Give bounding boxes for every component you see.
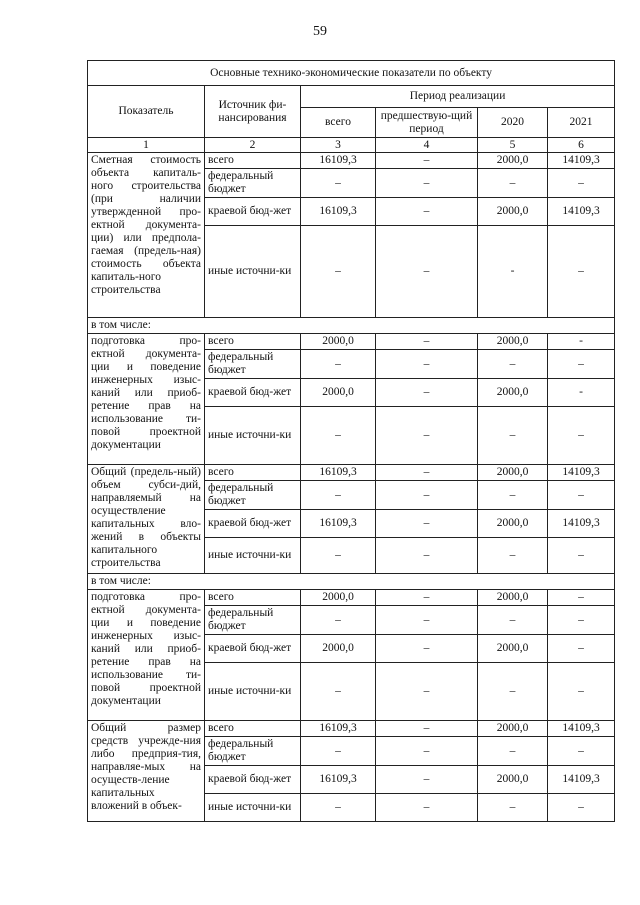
value-total: 16109,3 xyxy=(301,721,376,737)
value-2021: - xyxy=(548,379,615,407)
source-cell: федеральный бюджет xyxy=(205,350,301,379)
value-2020: – xyxy=(478,794,548,822)
value-2020: – xyxy=(478,737,548,766)
indicator-cell: подготовка про-ектной документа-ции и поведение инженерных изыс-каний или приоб-ретение прав на использование ти-повой проектной документации xyxy=(88,590,205,721)
value-2021: 14109,3 xyxy=(548,465,615,481)
value-2020: 2000,0 xyxy=(478,590,548,606)
value-previous: – xyxy=(376,153,478,169)
value-previous: – xyxy=(376,350,478,379)
value-previous: – xyxy=(376,766,478,794)
value-2020: 2000,0 xyxy=(478,198,548,226)
source-cell: федеральный бюджет xyxy=(205,737,301,766)
source-cell: всего xyxy=(205,590,301,606)
section-label: в том числе: xyxy=(88,574,615,590)
value-2020: – xyxy=(478,481,548,510)
value-total: 2000,0 xyxy=(301,334,376,350)
column-number: 3 xyxy=(301,138,376,153)
source-cell: федеральный бюджет xyxy=(205,606,301,635)
header-period: Период реализации xyxy=(301,86,615,108)
value-2020: 2000,0 xyxy=(478,379,548,407)
indicators-table xyxy=(87,60,615,822)
value-previous: – xyxy=(376,481,478,510)
value-previous: – xyxy=(376,721,478,737)
source-cell: иные источни-ки xyxy=(205,538,301,574)
value-total: 16109,3 xyxy=(301,465,376,481)
value-previous: – xyxy=(376,606,478,635)
value-total: 16109,3 xyxy=(301,153,376,169)
value-2020: 2000,0 xyxy=(478,153,548,169)
value-2021: 14109,3 xyxy=(548,510,615,538)
header-source: Источник фи-нансирования xyxy=(205,86,301,138)
source-cell: федеральный бюджет xyxy=(205,481,301,510)
source-cell: иные источни-ки xyxy=(205,663,301,721)
value-2020: 2000,0 xyxy=(478,766,548,794)
indicator-cell: Общий размер средств учрежде-ния либо предприя-тия, направляе-мых на осуществ-ление капитальных вложений в объек- xyxy=(88,721,205,822)
value-previous: – xyxy=(376,379,478,407)
value-2021: – xyxy=(548,606,615,635)
header-total: всего xyxy=(301,108,376,138)
column-number: 4 xyxy=(376,138,478,153)
value-total: 16109,3 xyxy=(301,766,376,794)
value-2021: – xyxy=(548,663,615,721)
value-previous: – xyxy=(376,635,478,663)
value-total: 16109,3 xyxy=(301,198,376,226)
source-cell: федеральный бюджет xyxy=(205,169,301,198)
value-2020: – xyxy=(478,538,548,574)
value-2021: – xyxy=(548,794,615,822)
value-total: – xyxy=(301,737,376,766)
value-2021: – xyxy=(548,481,615,510)
table-row xyxy=(88,721,615,737)
value-previous: – xyxy=(376,226,478,318)
value-2020: – xyxy=(478,606,548,635)
source-cell: всего xyxy=(205,153,301,169)
column-number: 1 xyxy=(88,138,205,153)
source-cell: иные источни-ки xyxy=(205,226,301,318)
indicator-cell: Сметная стоимость объекта капиталь-ного строительства (при наличии утвержденной про-ектной документа-ции) или предпола-гаемая (предель-ная) стоимость объекта капиталь-ного строительства xyxy=(88,153,205,318)
value-previous: – xyxy=(376,169,478,198)
value-total: 16109,3 xyxy=(301,510,376,538)
value-2021: 14109,3 xyxy=(548,766,615,794)
value-2021: – xyxy=(548,635,615,663)
value-2020: 2000,0 xyxy=(478,334,548,350)
indicator-cell: подготовка про-ектной документа-ции и поведение инженерных изыс-каний или приоб-ретение прав на использование ти-повой проектной документации xyxy=(88,334,205,465)
table-row xyxy=(88,334,615,350)
value-previous: – xyxy=(376,334,478,350)
value-2021: – xyxy=(548,350,615,379)
value-previous: – xyxy=(376,465,478,481)
value-2021: – xyxy=(548,590,615,606)
value-2021: 14109,3 xyxy=(548,153,615,169)
source-cell: всего xyxy=(205,721,301,737)
value-previous: – xyxy=(376,737,478,766)
column-number: 6 xyxy=(548,138,615,153)
column-number: 2 xyxy=(205,138,301,153)
value-2020: – xyxy=(478,663,548,721)
value-2021: – xyxy=(548,538,615,574)
section-label: в том числе: xyxy=(88,318,615,334)
value-2020: – xyxy=(478,350,548,379)
value-previous: – xyxy=(376,794,478,822)
table-row xyxy=(88,153,615,169)
value-2021: - xyxy=(548,334,615,350)
header-previous: предшествую-щий период xyxy=(376,108,478,138)
value-total: – xyxy=(301,407,376,465)
source-cell: иные источни-ки xyxy=(205,407,301,465)
value-total: – xyxy=(301,606,376,635)
value-2021: 14109,3 xyxy=(548,198,615,226)
value-previous: – xyxy=(376,663,478,721)
value-total: – xyxy=(301,794,376,822)
value-total: – xyxy=(301,169,376,198)
value-previous: – xyxy=(376,407,478,465)
value-total: – xyxy=(301,350,376,379)
value-previous: – xyxy=(376,510,478,538)
value-2021: 14109,3 xyxy=(548,721,615,737)
value-2020: 2000,0 xyxy=(478,510,548,538)
header-indicator: Показатель xyxy=(88,86,205,138)
source-cell: краевой бюд-жет xyxy=(205,766,301,794)
source-cell: краевой бюд-жет xyxy=(205,635,301,663)
source-cell: краевой бюд-жет xyxy=(205,198,301,226)
value-2020: 2000,0 xyxy=(478,721,548,737)
source-cell: всего xyxy=(205,465,301,481)
value-2021: – xyxy=(548,169,615,198)
header-2021: 2021 xyxy=(548,108,615,138)
value-2021: – xyxy=(548,737,615,766)
value-total: – xyxy=(301,538,376,574)
header-2020: 2020 xyxy=(478,108,548,138)
table-row xyxy=(88,590,615,606)
value-2021: – xyxy=(548,407,615,465)
value-previous: – xyxy=(376,538,478,574)
section-row xyxy=(88,574,615,590)
value-total: – xyxy=(301,663,376,721)
column-number-row xyxy=(88,138,615,153)
value-total: 2000,0 xyxy=(301,590,376,606)
value-total: 2000,0 xyxy=(301,635,376,663)
value-total: – xyxy=(301,481,376,510)
column-number: 5 xyxy=(478,138,548,153)
value-total: 2000,0 xyxy=(301,379,376,407)
page-number: 59 xyxy=(313,24,327,39)
value-previous: – xyxy=(376,198,478,226)
source-cell: краевой бюд-жет xyxy=(205,510,301,538)
indicator-cell: Общий (предель-ный) объем субси-дий, направляемый на осуществление капитальных вло-жений в объекты капитального строительства xyxy=(88,465,205,574)
value-2020: 2000,0 xyxy=(478,635,548,663)
value-2020: - xyxy=(478,226,548,318)
value-previous: – xyxy=(376,590,478,606)
value-2020: 2000,0 xyxy=(478,465,548,481)
value-2020: – xyxy=(478,169,548,198)
value-2021: – xyxy=(548,226,615,318)
table-caption: Основные технико-экономические показатели по объекту xyxy=(88,61,615,86)
source-cell: иные источни-ки xyxy=(205,794,301,822)
value-total: – xyxy=(301,226,376,318)
source-cell: всего xyxy=(205,334,301,350)
value-2020: – xyxy=(478,407,548,465)
source-cell: краевой бюд-жет xyxy=(205,379,301,407)
section-row xyxy=(88,318,615,334)
table-row xyxy=(88,465,615,481)
